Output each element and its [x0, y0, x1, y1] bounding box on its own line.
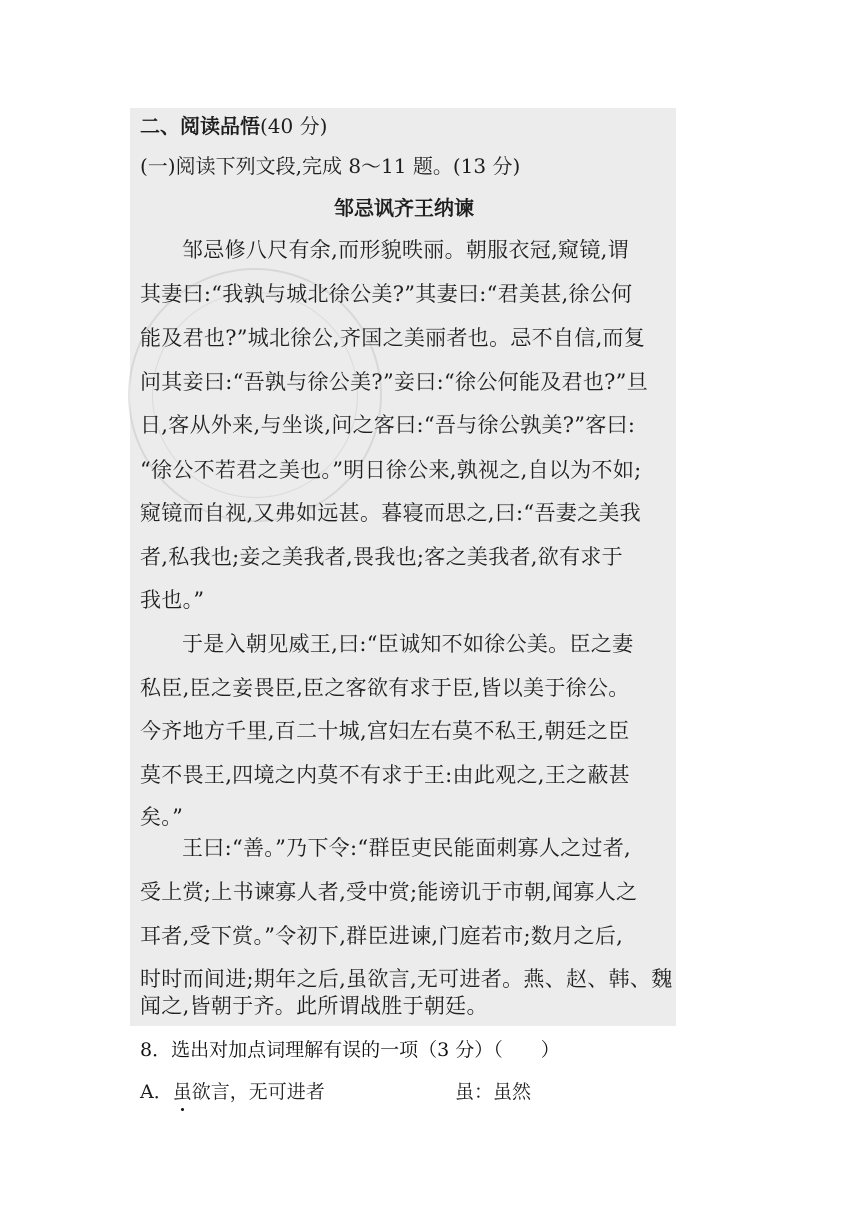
paragraph-1-line: 问其妾曰:“吾孰与徐公美?”妾曰:“徐公何能及君也?”旦: [140, 370, 649, 394]
paragraph-2-line: 今齐地方千里,百二十城,宫妇左右莫不私王,朝廷之臣: [140, 719, 630, 743]
paragraph-3-line: 王曰:“善。”乃下令:“群臣吏民能面刺寡人之过者,: [182, 836, 632, 860]
option-a-prefix: A．: [140, 1081, 173, 1103]
paragraph-3-line: 时时而间进;期年之后,虽欲言,无可进者。燕、赵、韩、魏: [140, 967, 673, 991]
option-a-dotted-char: 虽: [173, 1078, 192, 1106]
paragraph-2-line: 莫不畏王,四境之内莫不有求于王:由此观之,王之蔽甚: [140, 763, 630, 787]
passage-title: 邹忌讽齐王纳谏: [334, 196, 474, 220]
paragraph-2-line: 于是入朝见威王,曰:“臣诚知不如徐公美。臣之妻: [182, 632, 634, 656]
paragraph-1-line: 能及君也?”城北徐公,齐国之美丽者也。忌不自信,而复: [140, 326, 646, 350]
paragraph-3-line: 受上赏;上书谏寡人者,受中赏;能谤讥于市朝,闻寡人之: [140, 880, 638, 904]
section-heading: 二、阅读品悟(40 分): [140, 114, 328, 138]
paragraph-1-line: 邹忌修八尺有余,而形貌昳丽。朝服衣冠,窥镜,谓: [182, 238, 629, 262]
option-a: [140, 1078, 325, 1106]
paragraph-2-line: 私臣,臣之妾畏臣,臣之客欲有求于臣,皆以美于徐公。: [140, 676, 630, 700]
paragraph-1-line: “徐公不若君之美也。”明日徐公来,孰视之,自以为不如;: [140, 458, 642, 482]
paragraph-1-line: 日,客从外来,与坐谈,问之客曰:“吾与徐公孰美?”客曰:: [140, 413, 636, 437]
paragraph-1-line: 其妻曰:“我孰与城北徐公美?”其妻曰:“君美甚,徐公何: [140, 282, 633, 306]
sub-heading: (一)阅读下列文段,完成 8～11 题。(13 分): [140, 154, 521, 178]
paragraph-1-line: 我也。”: [140, 588, 205, 612]
paragraph-1-line: 者,私我也;妾之美我者,畏我也;客之美我者,欲有求于: [140, 545, 623, 569]
paragraph-1-line: 窥镜而自视,又弗如远甚。暮寝而思之,曰:“吾妻之美我: [140, 501, 641, 525]
option-a-gloss: 虽：虽然: [455, 1081, 532, 1103]
paragraph-3-line: 闻之,皆朝于齐。此所谓战胜于朝廷。: [140, 994, 488, 1018]
paragraph-3-line: 耳者,受下赏。”令初下,群臣进谏,门庭若市;数月之后,: [140, 924, 624, 948]
question-8: 8．选出对加点词理解有误的一项（3 分）（ ）: [140, 1039, 560, 1061]
paragraph-2-line: 矣。”: [140, 805, 184, 829]
option-a-text: 欲言，无可进者: [191, 1081, 325, 1103]
